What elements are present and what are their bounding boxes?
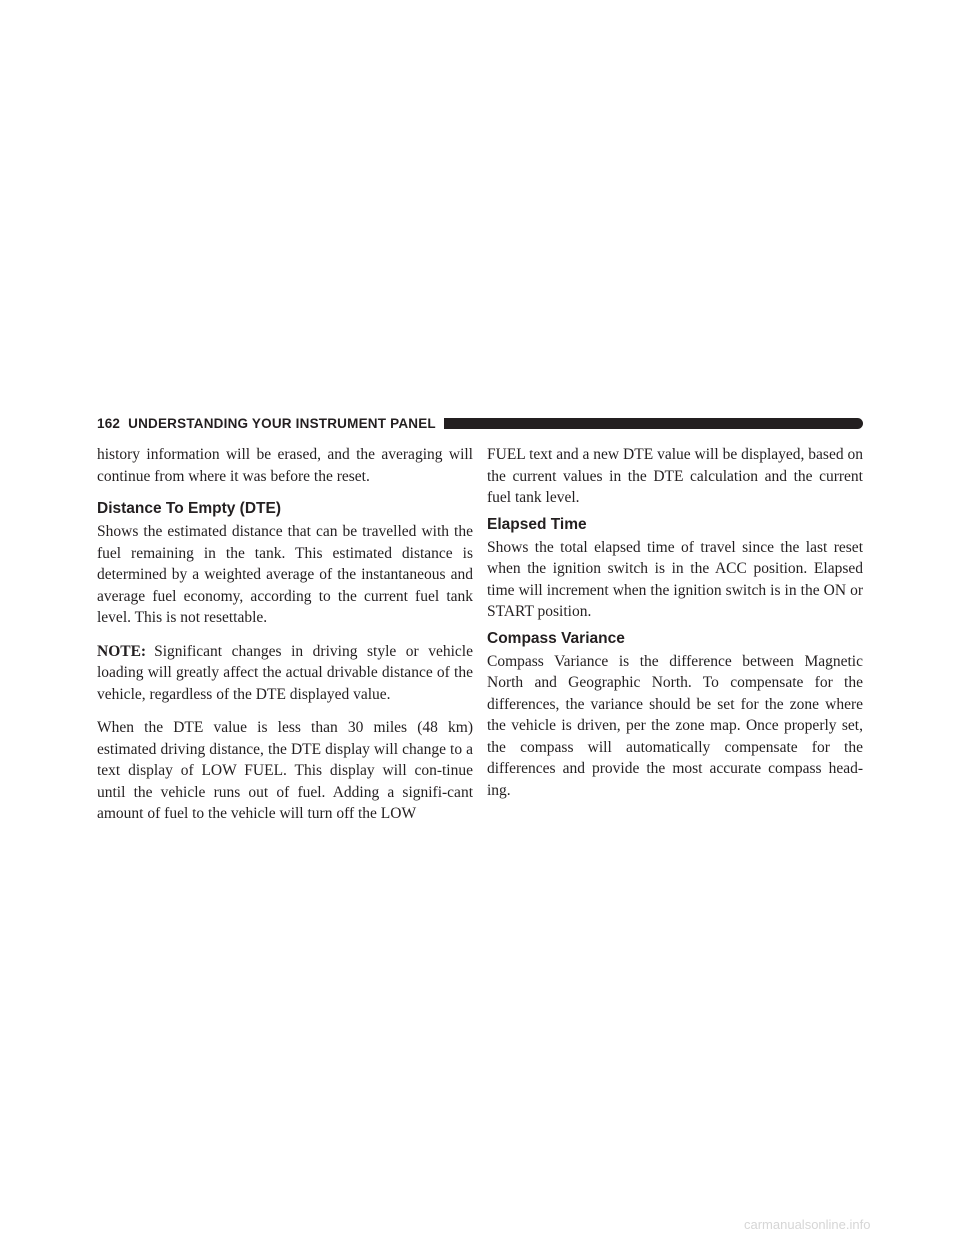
page-header [97, 414, 863, 432]
note-paragraph [97, 641, 473, 706]
low-fuel-paragraph: When the DTE value is less than 30 miles (48 km) estimated driving distance, the DTE display will change to a text display of LOW FUEL. This display will con-tinue until the vehicle runs out of fuel. Adding a signifi-cant amount of fuel to the vehicle will turn off the LOW [97, 719, 473, 822]
continuation-paragraph: FUEL text and a new DTE value will be displayed, based on the current values in the DTE calculation and the current fuel tank level. [487, 446, 863, 506]
watermark: carmanualsonline.info [744, 1217, 871, 1232]
note-text: Significant changes in driving style or vehicle loading will greatly affect the actual drivable distance of the vehicle, regardless of the DTE displayed value. [97, 642, 473, 703]
compass-variance-paragraph: Compass Variance is the difference between Magnetic North and Geographic North. To compensate for the differences, the variance should be set for the zone where the vehicle is driven, per the zone map. Once properly set, the compass will automatically compensate for the differences and provide the most accurate compass head-ing. [487, 652, 863, 799]
elapsed-time-heading: Elapsed Time [487, 515, 587, 533]
compass-variance-heading: Compass Variance [487, 629, 625, 647]
right-column [487, 444, 863, 813]
dte-paragraph: Shows the estimated distance that can be travelled with the fuel remaining in the tank. This estimated distance is determined by a weighted average of the instantaneous and average fuel economy, according to the current fuel tank level. This is not resettable. [97, 523, 473, 626]
note-label: NOTE: [97, 642, 147, 660]
intro-paragraph: history information will be erased, and the averaging will continue from where it was before the reset. [97, 446, 473, 485]
page-number: 162 [97, 415, 121, 431]
dte-heading: Distance To Empty (DTE) [97, 500, 282, 517]
left-column [97, 444, 473, 837]
section-title: UNDERSTANDING YOUR INSTRUMENT PANEL [128, 415, 436, 431]
elapsed-time-paragraph: Shows the total elapsed time of travel since the last reset when the ignition switch is in the ACC position. Elapsed time will increment when the ignition switch is in the ON or START position. [487, 538, 863, 620]
header-rule [444, 418, 863, 429]
